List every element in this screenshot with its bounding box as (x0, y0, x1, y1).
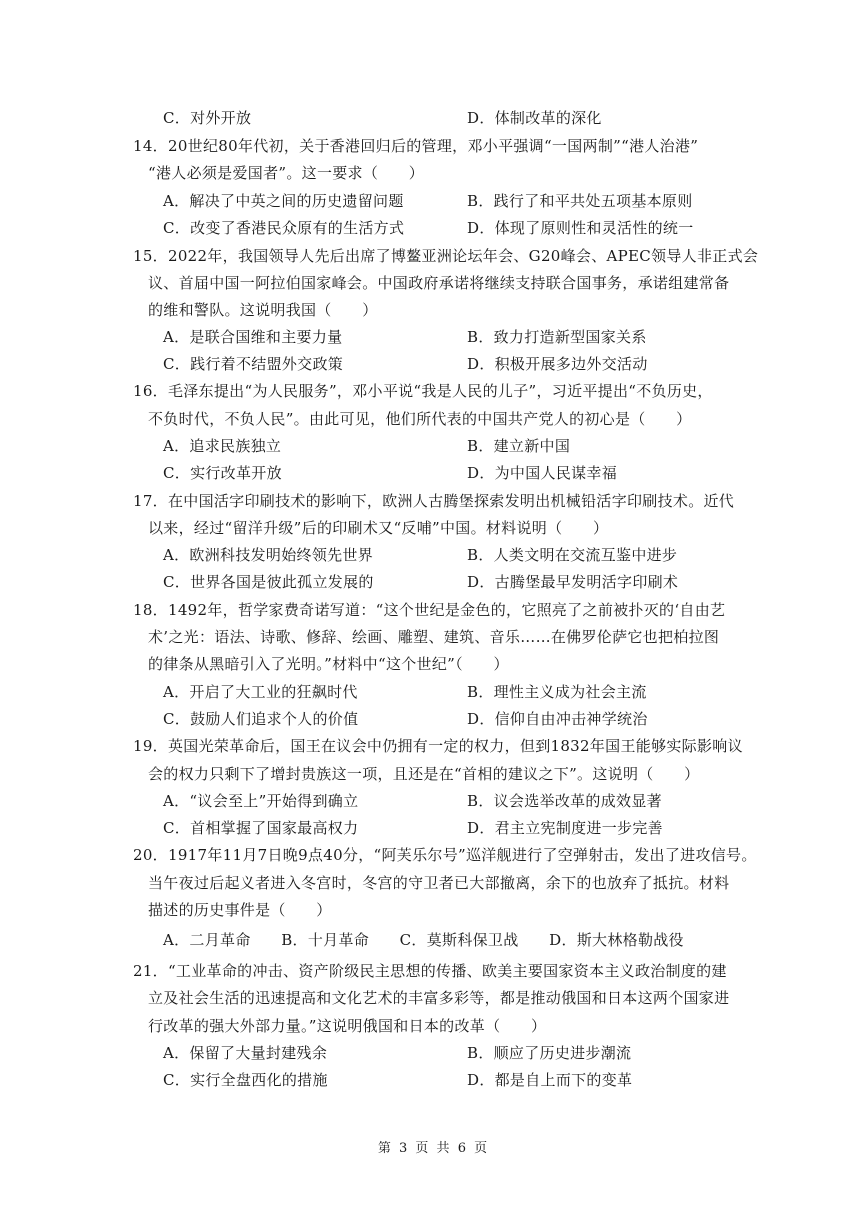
q18-option-c: C．鼓励人们追求个人的价值 (163, 710, 359, 728)
q21-stem-line2: 立及社会生活的迅速提高和文化艺术的丰富多彩等，都是推动俄国和日本这两个国家进 (148, 989, 730, 1007)
q21-stem-line3: 行改革的强大外部力量。”这说明俄国和日本的改革（ ） (148, 1017, 547, 1035)
q15-stem-line2: 议、首届中国一阿拉伯国家峰会。中国政府承诺将继续支持联合国事务，承诺组建常备 (148, 274, 730, 292)
q18-option-a: A．开启了大工业的狂飙时代 (163, 683, 358, 701)
q17-stem-line1: 17．在中国活字印刷技术的影响下，欧洲人古腾堡探索发明出机械铅活字印刷技术。近代 (133, 492, 735, 510)
q14-option-d: D．体现了原则性和灵活性的统一 (467, 219, 694, 237)
q14-stem-line2: “港人必须是爱国者”。这一要求（ ） (148, 164, 425, 182)
q14-option-a: A．解决了中英之间的历史遗留问题 (163, 192, 404, 210)
q16-stem-line1: 16．毛泽东提出“为人民服务”，邓小平说“我是人民的儿子”，习近平提出“不负历史， (133, 382, 713, 400)
q21-option-b: B．顺应了历史进步潮流 (467, 1044, 632, 1062)
q16-stem-line2: 不负时代，不负人民”。由此可见，他们所代表的中国共产党人的初心是（ ） (148, 410, 692, 428)
q15-stem-line1: 15．2022年，我国领导人先后出席了博鳌亚洲论坛年会、G20峰会、APEC领导人非正式会 (133, 247, 759, 265)
q16-option-b: B．建立新中国 (467, 437, 571, 455)
page-number-footer: 第 3 页 共 6 页 (377, 1141, 490, 1156)
q18-option-d: D．信仰自由冲击神学统治 (467, 710, 648, 728)
q16-option-d: D．为中国人民谋幸福 (467, 464, 618, 482)
q20-options: A．二月革命 B．十月革命 C．莫斯科保卫战 D．斯大林格勒战役 (163, 931, 684, 949)
q13-option-c: C．对外开放 (163, 109, 252, 127)
q21-option-d: D．都是自上而下的变革 (467, 1071, 633, 1089)
q17-option-a: A．欧洲科技发明始终领先世界 (163, 546, 374, 564)
q16-option-c: C．实行改革开放 (163, 464, 282, 482)
q20-stem-line2: 当午夜过后起义者进入冬宫时，冬宫的守卫者已大部撤离，余下的也放弃了抵抗。材料 (148, 874, 730, 892)
q21-stem-line1: 21．“工业革命的冲击、资产阶级民主思想的传播、欧美主要国家资本主义政治制度的建 (133, 962, 727, 980)
q17-stem-line2: 以来，经过“留洋升级”后的印刷术又“反哺”中国。材料说明（ ） (148, 519, 609, 537)
q18-option-b: B．理性主义成为社会主流 (467, 683, 647, 701)
q18-stem-line3: 的律条从黑暗引入了光明。”材料中“这个世纪”（ ） (148, 655, 509, 673)
q20-stem-line1: 20．1917年11月7日晚9点40分，“阿芙乐尔号”巡洋舰进行了空弹射击，发出了进攻信号。 (133, 846, 757, 864)
q16-option-a: A．追求民族独立 (163, 437, 282, 455)
q18-stem-line2: 术’之光：语法、诗歌、修辞、绘画、雕塑、建筑、音乐……在佛罗伦萨它也把柏拉图 (148, 628, 720, 646)
q15-stem-line3: 的维和警队。这说明我国（ ） (148, 301, 378, 319)
q14-option-b: B．践行了和平共处五项基本原则 (467, 192, 693, 210)
q20-stem-line3: 描述的历史事件是（ ） (148, 901, 332, 919)
q13-option-d: D．体制改革的深化 (467, 109, 602, 127)
q15-option-a: A．是联合国维和主要力量 (163, 328, 343, 346)
q17-option-b: B．人类文明在交流互鉴中进步 (467, 546, 678, 564)
q21-option-a: A．保留了大量封建残余 (163, 1044, 328, 1062)
q19-option-c: C．首相掌握了国家最高权力 (163, 819, 359, 837)
q14-option-c: C．改变了香港民众原有的生活方式 (163, 219, 405, 237)
q17-option-d: D．古腾堡最早发明活字印刷术 (467, 573, 679, 591)
q19-option-a: A．“议会至上”开始得到确立 (163, 792, 359, 810)
q19-stem-line2: 会的权力只剩下了增封贵族这一项，且还是在“首相的建议之下”。这说明（ ） (148, 765, 700, 783)
q17-option-c: C．世界各国是彼此孤立发展的 (163, 573, 374, 591)
q19-option-b: B．议会选举改革的成效显著 (467, 792, 662, 810)
q18-stem-line1: 18．1492年，哲学家费奇诺写道：“这个世纪是金色的，它照亮了之前被扑灭的‘自由艺 (133, 601, 726, 619)
q15-option-d: D．积极开展多边外交活动 (467, 355, 648, 373)
q19-stem-line1: 19．英国光荣革命后，国王在议会中仍拥有一定的权力，但到1832年国王能够实际影响议 (133, 737, 743, 755)
q15-option-b: B．致力打造新型国家关系 (467, 328, 647, 346)
q19-option-d: D．君主立宪制度进一步完善 (467, 819, 663, 837)
q21-option-c: C．实行全盘西化的措施 (163, 1071, 328, 1089)
q14-stem-line1: 14．20世纪80年代初，关于香港回归后的管理，邓小平强调“一国两制”“港人治港” (133, 137, 699, 155)
q15-option-c: C．践行着不结盟外交政策 (163, 355, 344, 373)
